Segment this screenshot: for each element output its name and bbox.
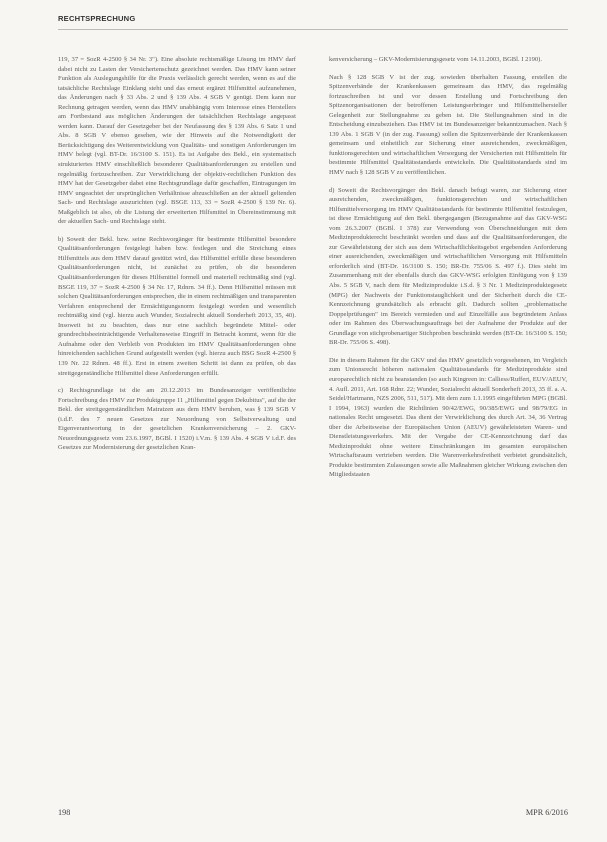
header-divider [58,29,568,30]
right-paragraph-2: Nach § 128 SGB V ist der zug. sowieden überhalten Fassung, erstellen die Spitzenverbände der Krankenkassen gemeinsam das HMV, das regelmäßig fortzuschreiben ist und vor dessen Erstellung und Fortschreibung den Spitzenorganisationen der betroffenen Leistungserbringer und Hilfsmittelhersteller Gelegenheit zur Stellungnahme zu geben ist. Die Stellungnahmen sind in die Entscheidung einzubeziehen. Das HMV ist im Bundesanzeiger bekanntzumachen. Nach § 139 Abs. 1 SGB V (in der zug. Fassung) sollen die Spitzenverbände der Krankenkassen gemeinsam und einheitlich zur Sicherung einer ausreichenden, zweckmäßigen, funktionsgerechten und wirtschaftlichen Versorgung der Versicherten mit Hilfsmitteln für bestimmte Hilfsmittel Qualitätsstandards entwickeln. Die Qualitätsstandards sind im HMV nach § 128 SGB V zu veröffentlichen. [329,73,567,177]
left-paragraph-3: c) Rechtsgrundlage ist die am 20.12.2013 im Bundesanzeiger veröffentlichte Fortschreibung des HMV zur Produktgruppe 11 „Hilfsmittel gegen Dekubitus", auf die der Bekl. der streitgegenständlichen Matratzen aus dem HMV beruhen, was § 139 SGB V (i.d.F. des 7 neuen Gesetzes zur Neuordnung von Selbstverwaltung und Eigenverantwortung in der gesetzlichen Krankenversicherung – 2. GKV-Neuordnungsgesetz vom 23.6.1997, BGBl. I 1520) i.V.m. § 139 Abs. 4 SGB V i.d.F. des Gesetzes zur Modernisierung der gesetzlichen Kran- [58,387,296,452]
right-column [329,55,567,797]
left-column [58,55,296,797]
left-paragraph-1: 119, 37 = SozR 4-2500 § 34 Nr. 3"). Eine absolute rechtsmäßige Lösung im HMV darf dabei nicht zu Lasten der Versichertenschutz gezeichnet werden. Das HMV kann seiner Funktion als Auslegungshilfe für die Praxis verlässlich gerecht werden, wenn es auf die tatsächliche Rechtslage Einklang steht und das erneut ergänzt Hilfsmittel aufzunehmen, das Änderungen nach § 33 Abs. 2 und § 139 Abs. 4 SGB V genügt. Dem kann nur Rechnung getragen werden, wenn das HMV unabhängig vom Interesse eines Herstellers am Fortbestand aus möglichen Änderungen der tatsächlichen Rechtslage angepasst werden kann. Darauf der Gesetzgeber bei der Neufassung des § 139 Abs. 6 Satz 1 und Abs. 8 SGB V ebenso gesehen, wie der Hinweis auf die Notwendigkeit der Berücksichtigung des Weiterentwicklung von Qualitäts- und sonstigen Anforderungen im HMV belegt (vgl. BT-Dr. 16/3100 S. 151). Es ist Aufgabe des Bekl., ein systematisch strukturiertes HMV einschließlich besonderer Qualitätsanforderungen zu erstellen und regelmäßig fortzuschreiben. Zur Verwirklichung der objektiv-rechtlichen Funktion des HMV hat der Gesetzgeber dabei eine Rechtsgrundlage dafür geschaffen, Eintragungen im HMV ungeachtet der ursprünglichen Verhältnisse abzuschließen an der aktuell geltenden Sach- und Rechtslage auszurichten (vgl. BSGE 113, 33 = SozR 4-2500 § 139 Nr. 6). Maßgeblich ist also, ob die Listung der erweiterten Hilfsmittel in Übereinstimmung mit der aktuellen Sach- und Rechtslage steht. [58,56,296,226]
left-paragraph-2: b) Soweit der Bekl. bzw. seine Rechtsvorgänger für bestimmte Hilfsmittel besondere Qualitätsanforderungen festgelegt haben bzw. festlegen und die Streichung eines Hilfsmittels aus dem HMV darauf gestützt wird, das Hilfsmittel erfülle diese besonderen Qualitätsanforderungen nicht, ist zunächst zu prüfen, ob die besonderen Qualitätsanforderungen für dieses Hilfsmittel formell und materiell rechtmäßig sind (vgl. BSGE 119, 37 = SozR 4-2500 § 34 Nr. 17, Rdnrn. 34 ff.). Denn Hilfsmittel müssen mit solchen Qualitätsanforderungen entsprechen, die in einem rechtmäßigen und transparenten Verfahren entsprechend der Ermächtigungsnorm festgelegt worden und wesentlich rechtmäßig sind (vgl. hierzu auch Wunder, Sozialrecht aktuell Sonderheft 2013, 35, 40). Insoweit ist zu beachten, dass nur eine sachlich begründete Mittel- oder grundrechtsbeeinträchtigende Verhaltensweise Eingriff in Betracht kommt, wenn für die Aufnahme oder den Verbleib von Produkten im HMV Qualitätsanforderungen ohne hinreichenden sachlichen Grund aufgestellt werden (vgl. hierzu auch BSG SozR 4-2500 § 139 Nr. 22 Rdnrn. 48 ff.). Erst in einem zweiten Schritt ist dann zu prüfen, ob das streitgegenständliche Hilfsmittel diese Anforderungen erfüllt. [58,235,296,377]
journal-reference: MPR 6/2016 [525,808,568,817]
right-paragraph-1: kenversicherung – GKV-Modernisierungsgesetz vom 14.11.2003, BGBl. I 2190). [329,56,542,63]
page-number: 198 [58,808,71,817]
right-paragraph-3: d) Soweit die Rechtsvorgänger des Bekl. danach befugt waren, zur Sicherung einer ausreichenden, zweckmäßigen, funktionsgerechten und wirtschaftlichen Hilfsmittelversorgung im HMV Qualitätsstandards für bestimmte Hilfsmittel festzulegen, ist diese Ermächtigung auf den Bekl. übergegangen (Bezugsnahme auf das GKV-WSG vom 26.3.2007 (BGBl. I 378) zur Verwendung von Überschneidungen mit dem Medizinprodukterecht beschränkt worden und dass auf die Qualitätsanforderungen, die zur Gewährleistung der sich aus dem Wirtschaftlichkeitsgebot ergebenden Anforderung einer ausreichenden, zweckmäßigen und wirtschaftlichen Versorgung mit Hilfsmitteln erforderlich sind (BT-Dr. 16/3100 S. 150; BR-Dr. 755/06 S. 497 f.). Dies steht im Zusammenhang mit der ebenfalls durch das GKV-WSG erfolgten Einfügung von § 139 Abs. 5 SGB V, nach dem für Medizinprodukte i.S.d. § 3 Nr. 1 Medizinproduktegesetz (MPG) der Nachweis der Funktionstauglichkeit und der Sicherheit durch die CE-Kennzeichnung grundsätzlich als erbracht gilt. Dadurch sollten „problematische Doppelprüfungen" im Bereich vermieden und auf Einzelfälle aus begründetem Anlass oder im Rahmen des Überwachungsauftrags bei der Aufnahme der Produkte auf der Grundlage von stichprobenartiger Stichproben beschränkt werden (BT-Dr. 16/3100 S. 150; BR-Dr. 755/06 S. 498). [329,186,567,347]
section-header: RECHTSPRECHUNG [58,14,136,23]
right-paragraph-4: Die in diesem Rahmen für die GKV und das HMV gesetzlich vorgesehenen, im Vergleich zum Unionsrecht höheren nationalen Qualitätsstandards für Medizinprodukte sind europarechtlich nicht zu beanstanden (so auch Kingreen in: Calliess/Ruffert, EUV/AEUV, 4. Aufl. 2011, Art. 168 Rdnr. 22; Wunder, Sozialrecht aktuell Sonderheft 2013, 35 ff. a. A. Seidel/Hartmann, NZS 2006, 511, 517). Mit dem zum 1.1.1995 eingeführten MPG (BGBl. I 1994, 1963) wurden die Richtlinien 90/42/EWG, 90/385/EWG und 98/79/EG in nationales Recht umgesetzt. Das dient der Verwirklichung des durch Art. 34, 36 Vertrag über die Arbeitsweise der Europäischen Union (AEUV) gewährleisteten Waren- und Dienstleistungsverkehrs. Mit der Vergabe der CE-Kennzeichnung darf das Medizinprodukt ohne weitere Einschränkungen im gesamten europäischen Wirtschaftsraum vertrieben werden. Die Warenverkehrsfreiheit verbietet grundsätzlich, Produkte bestimmten Zulassungen sowie alle Maßnahmen gleicher Wirkung zwischen den Mitgliedstaaten [329,356,567,479]
